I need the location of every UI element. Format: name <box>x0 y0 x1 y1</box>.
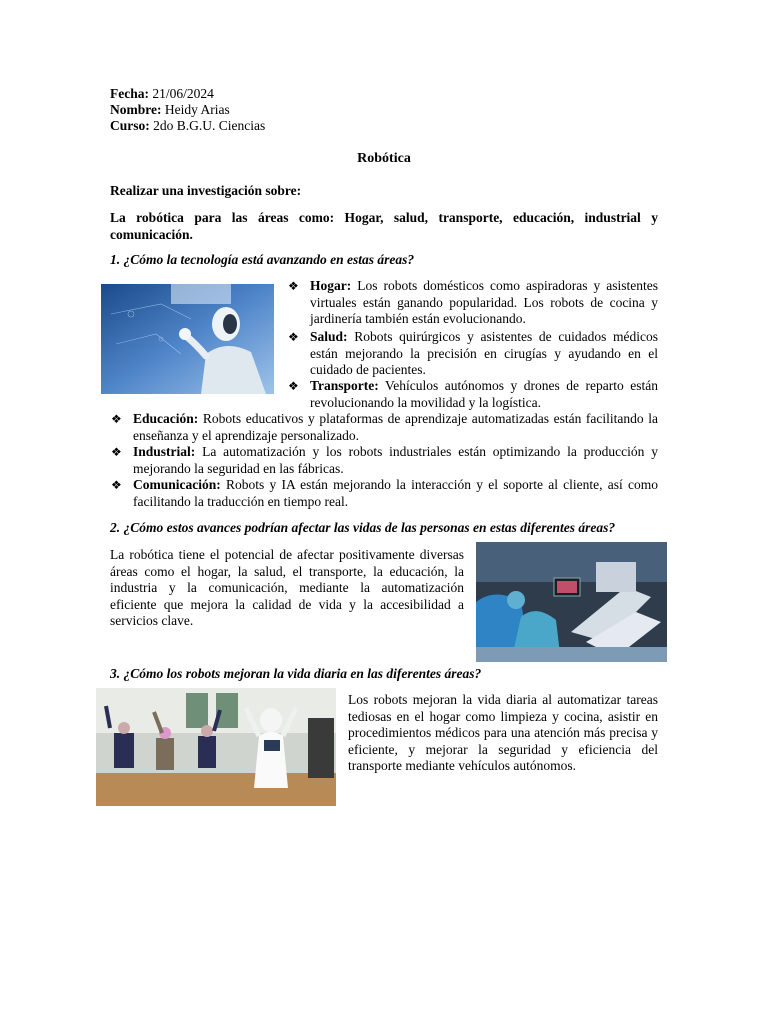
bullet-educacion <box>111 411 658 444</box>
document-title: Robótica <box>357 151 411 166</box>
question-1: 1. ¿Cómo la tecnología está avanzando en estas áreas? <box>110 252 415 267</box>
bullet-term: Comunicación: <box>133 477 221 492</box>
question-2: 2. ¿Cómo estos avances podrían afectar las vidas de las personas en estas diferentes áreas? <box>110 520 616 535</box>
bullet-term: Transporte: <box>310 378 379 393</box>
topic-text: La robótica para las áreas como: Hogar, salud, transporte, educación, industrial y comunicación. <box>110 210 658 242</box>
diamond-bullet-icon: ❖ <box>288 379 299 393</box>
elderly-robot-exercise-image <box>96 688 336 806</box>
bullet-hogar <box>288 278 658 328</box>
document-header <box>110 86 265 134</box>
diamond-bullet-icon: ❖ <box>111 478 122 492</box>
name-line <box>110 102 265 118</box>
question-3: 3. ¿Cómo los robots mejoran la vida diaria en las diferentes áreas? <box>110 666 482 681</box>
name-label: Nombre: <box>110 102 162 117</box>
bullet-term: Educación: <box>133 411 199 426</box>
diamond-bullet-icon: ❖ <box>111 412 122 426</box>
bullet-industrial <box>111 444 658 477</box>
intro-text: Realizar una investigación sobre: <box>110 183 302 198</box>
bullet-text: Robots educativos y plataformas de aprendizaje automatizadas están facilitando la enseñanza y el aprendizaje personalizado. <box>133 411 658 443</box>
diamond-bullet-icon: ❖ <box>288 330 299 344</box>
surgical-robot-image <box>476 542 667 662</box>
bullet-text: Robots y IA están mejorando la interacción y el soporte al cliente, así como facilitando la traducción en tiempo real. <box>133 477 658 509</box>
answer-2: La robótica tiene el potencial de afectar positivamente diversas áreas como el hogar, la salud, el transporte, la educación, la industria y la comunicación, mediante la automatización eficiente que mejora la calidad de vida y la accesibilidad a servicios clave. <box>110 547 464 628</box>
humanoid-robot-image <box>101 284 274 394</box>
date-line <box>110 86 265 102</box>
bullet-text: Robots quirúrgicos y asistentes de cuidados médicos están mejorando la precisión en cirugías y ayudando en el cuidado de pacientes. <box>310 329 658 377</box>
diamond-bullet-icon: ❖ <box>111 445 122 459</box>
bullet-comunicacion <box>111 477 658 510</box>
bullet-term: Salud: <box>310 329 348 344</box>
course-value: 2do B.G.U. Ciencias <box>149 118 266 133</box>
bullet-text: Los robots domésticos como aspiradoras y asistentes virtuales están ganando popularidad. Los robots de cocina y jardinería también están evolucionando. <box>310 278 658 326</box>
diamond-bullet-icon: ❖ <box>288 279 299 293</box>
bullet-transporte <box>288 378 658 411</box>
bullet-term: Industrial: <box>133 444 196 459</box>
bullet-salud <box>288 329 658 379</box>
date-value: 21/06/2024 <box>148 86 214 101</box>
name-value: Heidy Arias <box>161 102 230 117</box>
course-label: Curso: <box>110 118 150 133</box>
date-label: Fecha: <box>110 86 149 101</box>
answer-3: Los robots mejoran la vida diaria al automatizar tareas tediosas en el hogar como limpieza y cocina, asistir en procedimientos médicos para una atención más precisa y eficiente, y mejorar la seguridad y eficiencia del transporte mediante vehículos autónomos. <box>348 692 658 773</box>
bullet-text: La automatización y los robots industriales están optimizando la producción y mejorando la seguridad en las fábricas. <box>133 444 658 476</box>
bullet-text: Vehículos autónomos y drones de reparto están revolucionando la movilidad y la logística. <box>310 378 658 410</box>
bullet-term: Hogar: <box>310 278 352 293</box>
course-line <box>110 118 265 134</box>
